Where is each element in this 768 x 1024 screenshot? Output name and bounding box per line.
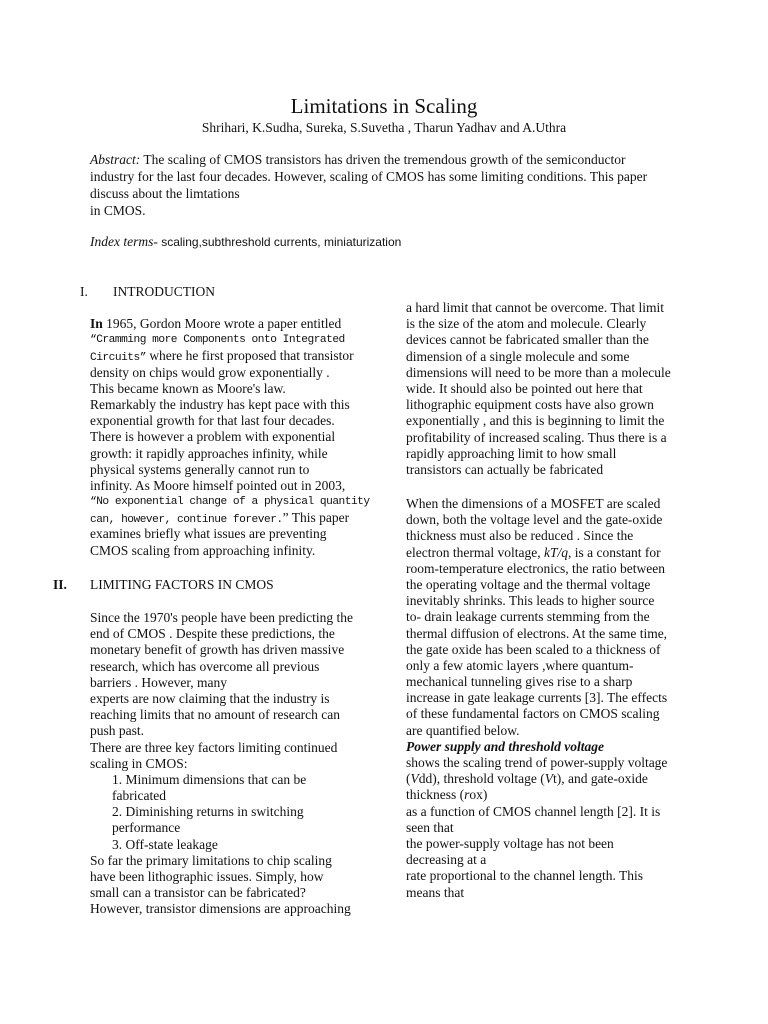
text-line: seen that [406, 819, 454, 835]
text-line: transistors can actually be fabricated [406, 461, 604, 477]
introduction-paragraph [90, 316, 370, 559]
text-line: means that [406, 884, 465, 900]
paragraph-lead: In [90, 316, 103, 331]
text-line: electron thermal voltage, [406, 544, 544, 560]
text-line: only a few atomic layers ,where quantum- [406, 657, 634, 673]
index-terms-text: scaling,subthreshold currents, miniaturization [157, 235, 402, 249]
text-line: barriers . However, many [90, 674, 228, 690]
text-line: dimension of a single molecule and some [406, 348, 630, 364]
index-terms-label: Index terms- [90, 234, 158, 249]
limiting-factors-paragraph [90, 610, 353, 918]
text-line: are quantified below. [406, 722, 520, 738]
text-line: exponentially , and this is beginning to limit the [406, 413, 665, 429]
text-line: is the size of the atom and molecule. Clearly [406, 316, 647, 332]
text-line: have been lithographic issues. Simply, how [90, 869, 324, 884]
text-line: monetary benefit of growth has driven massive [90, 642, 345, 658]
subsection-heading: Power supply and threshold voltage [406, 738, 605, 754]
text-line: rapidly approaching limit to how small [406, 445, 617, 461]
text-line: experts are now claiming that the industry is [90, 690, 330, 706]
text-line: thickness must also be reduced . Since the [406, 528, 634, 544]
text-line: However, transistor dimensions are approaching [90, 901, 351, 917]
text-line: shows the scaling trend of power-supply voltage [406, 755, 668, 770]
text-line: Since the 1970's people have been predicting the [90, 610, 353, 625]
oxide-symbol: r [464, 787, 470, 803]
text-fragment: ox) [469, 787, 488, 803]
text-line: wide. It should also be pointed out here that [406, 380, 643, 396]
voltage-symbol: V [544, 771, 553, 787]
text-line: to- drain leakage currents stemming from the [406, 609, 650, 625]
text-fragment: t), and gate-oxide [552, 771, 648, 787]
text-line: 1965, Gordon Moore wrote a paper entitled [102, 316, 342, 331]
abstract-line: in CMOS. [90, 203, 146, 218]
list-item: 3. Off-state leakage [112, 836, 218, 852]
quoted-title-line: “Cramming more Components onto Integrated [90, 334, 345, 347]
text-line: There is however a problem with exponential [90, 429, 336, 445]
abstract-text: The scaling of CMOS transistors has driven the tremendous growth of the semiconductor [140, 152, 626, 167]
text-line: When the dimensions of a MOSFET are scaled [406, 496, 661, 511]
text-line: dimensions will need to be more than a molecule [406, 364, 671, 380]
abstract-line: discuss about the limtations [90, 186, 240, 201]
text-line: profitability of increased scaling. Thus there is a [406, 429, 667, 445]
text-fragment: thickness ( [406, 787, 465, 803]
abstract-label: Abstract: [90, 152, 141, 167]
text-line: down, both the voltage level and the gate-oxide [406, 512, 663, 528]
list-item: performance [112, 820, 181, 836]
text-line: growth: it rapidly approaches infinity, while [90, 445, 328, 461]
mosfet-scaling-paragraph [406, 496, 667, 901]
section-number: I. [80, 284, 88, 299]
abstract-line: industry for the last four decades. However, scaling of CMOS has some limiting conditions. This paper [90, 169, 648, 184]
text-line: decreasing at a [406, 852, 487, 868]
index-terms [90, 234, 401, 250]
text-line: There are three key factors limiting continued [90, 739, 338, 755]
text-line: a hard limit that cannot be overcome. That limit [406, 300, 665, 315]
right-column-paragraph [406, 300, 671, 478]
text-line: scaling in CMOS: [90, 755, 188, 771]
text-line: room-temperature electronics, the ratio between [406, 560, 666, 576]
text-line: This became known as Moore's law. [90, 380, 286, 396]
text-line: the operating voltage and the thermal voltage [406, 576, 651, 592]
quote-line: can, however, continue forever. [90, 514, 283, 527]
text-line: devices cannot be fabricated smaller than the [406, 332, 649, 348]
list-item: fabricated [112, 788, 166, 804]
text-line: density on chips would grow exponentially . [90, 364, 330, 380]
text-line: push past. [90, 723, 144, 739]
text-line: increase in gate leakage currents [3]. The effects [406, 690, 668, 706]
section-title: LIMITING FACTORS IN CMOS [90, 577, 274, 592]
text-line: the power-supply voltage has not been [406, 835, 614, 851]
text-line: ” This paper [282, 510, 350, 526]
list-item: 1. Minimum dimensions that can be [112, 771, 307, 787]
text-line: So far the primary limitations to chip scaling [90, 852, 332, 868]
text-line: infinity. As Moore himself pointed out in 2003, [90, 477, 346, 493]
text-fragment: ( [406, 771, 411, 787]
text-fragment: dd), threshold voltage ( [418, 771, 545, 787]
text-line: Remarkably the industry has kept pace with this [90, 396, 350, 412]
author-list: Shrihari, K.Sudha, Sureka, S.Suvetha , Tharun Yadhav and A.Uthra [201, 120, 567, 135]
text-line: research, which has overcome all previous [90, 658, 320, 674]
section-number: II. [53, 577, 67, 592]
text-line: the gate oxide has been scaled to a thickness of [406, 641, 661, 657]
text-line: inevitably shrinks. This leads to higher source [406, 593, 655, 609]
abstract-line [90, 151, 680, 168]
voltage-symbol: V [410, 771, 419, 787]
text-line: physical systems generally cannot run to [90, 461, 310, 477]
text-line: as a function of CMOS channel length [2]. It is [406, 803, 661, 819]
text-line: examines briefly what issues are preventing [90, 526, 327, 542]
text-line: of these fundamental factors on CMOS scaling [406, 706, 660, 722]
text-line: lithographic equipment costs have also grown [406, 397, 654, 413]
text-line: exponential growth for that last four decades. [90, 413, 335, 429]
section-title: INTRODUCTION [113, 284, 215, 299]
text-line: where he first proposed that transistor [145, 348, 354, 364]
text-line: , is a constant for [567, 544, 661, 560]
list-item: 2. Diminishing returns in switching [112, 804, 304, 820]
thermal-voltage-symbol: kT/q [543, 544, 568, 560]
quoted-title-line: Circuits” [90, 352, 146, 365]
text-line: rate proportional to the channel length. This [406, 868, 644, 884]
quote-line: “No exponential change of a physical quantity [90, 496, 370, 509]
paper-title: Limitations in Scaling [290, 94, 478, 118]
text-line: CMOS scaling from approaching infinity. [90, 542, 316, 558]
text-line: end of CMOS . Despite these predictions, the [90, 626, 335, 642]
abstract [90, 151, 680, 219]
text-line: reaching limits that no amount of research can [90, 707, 341, 723]
text-line: thermal diffusion of electrons. At the same time, [406, 625, 668, 641]
text-line: mechanical tunneling gives rise to a sharp [406, 674, 633, 690]
text-line: small can a transistor can be fabricated? [90, 885, 306, 901]
